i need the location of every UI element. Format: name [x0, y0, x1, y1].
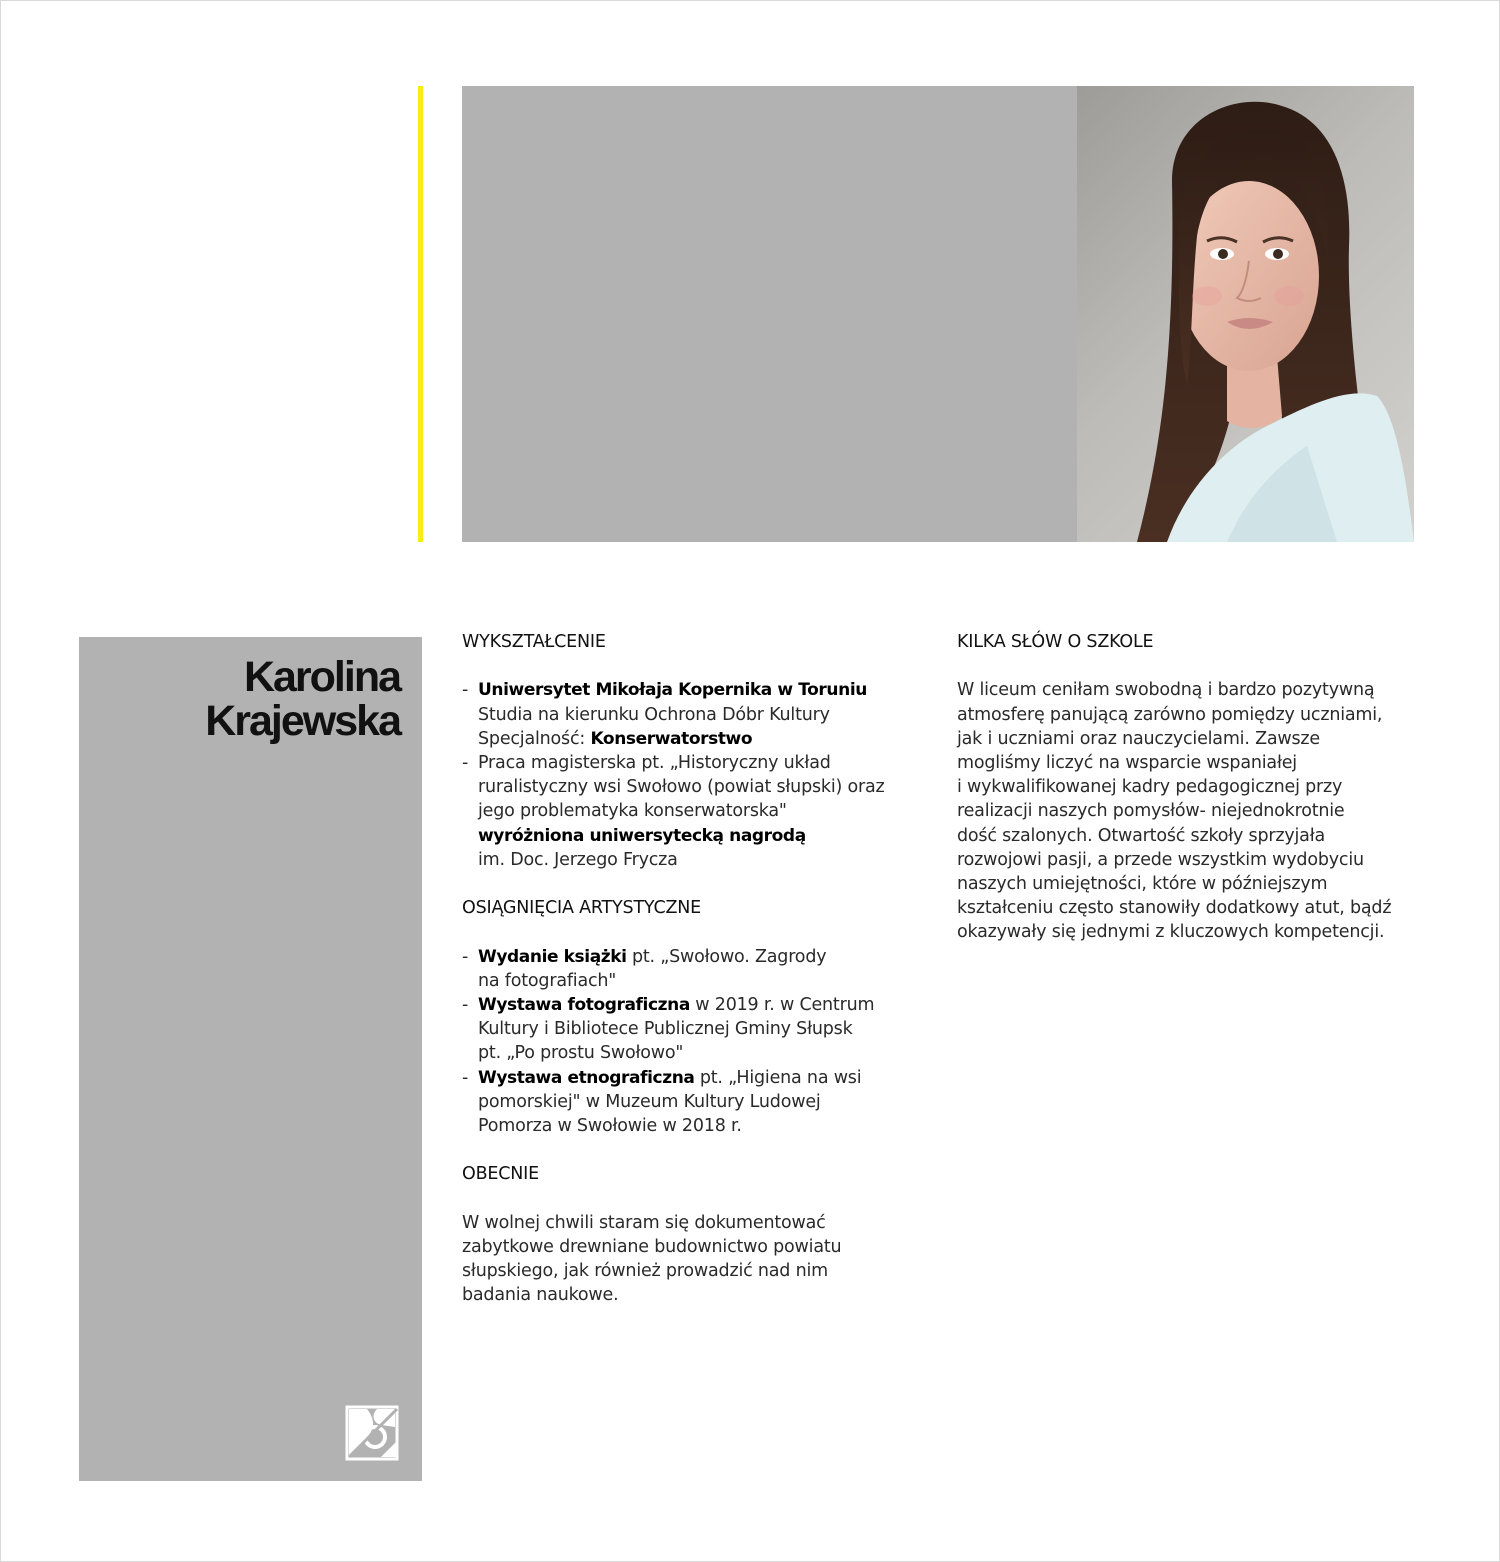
portrait-illustration	[1077, 86, 1414, 542]
school-paragraph	[957, 678, 1427, 944]
first-name: Karolina	[243, 653, 400, 701]
education-item-university: - Uniwersytet Mikołaja Kopernika w Toruniu Studia na kierunku Ochrona Dóbr Kultury Specjalność: Konserwatorstwo	[462, 678, 932, 751]
school-line: dość szalonych. Otwartość szkoły sprzyjała	[957, 825, 1325, 846]
portrait-photo	[1077, 86, 1414, 542]
achievements-heading: OSIĄGNIĘCIA ARTYSTYCZNE	[462, 898, 702, 919]
specialty-value: Konserwatorstwo	[590, 728, 753, 749]
thesis-line-2: ruralistyczny wsi Swołowo (powiat słupski) oraz	[478, 777, 885, 798]
school-line: W liceum ceniłam swobodną i bardzo pozytywną	[957, 680, 1375, 701]
accent-bar	[418, 86, 423, 542]
school-emblem-logo	[345, 1405, 399, 1461]
studies-text: Studia na kierunku Ochrona Dóbr Kultury	[478, 704, 830, 725]
last-name: Krajewska	[205, 697, 400, 745]
ethno-exhibition-line-3: Pomorza w Swołowie w 2018 r.	[478, 1116, 742, 1137]
achievement-photo-exhibition: - Wystawa fotograficzna w 2019 r. w Centrum Kultury i Bibliotece Publicznej Gminy Słupsk pt. „Po prostu Swołowo"	[462, 993, 932, 1066]
university-name: Uniwersytet Mikołaja Kopernika w Toruniu	[478, 680, 867, 701]
photo-exhibition-line-2: Kultury i Bibliotece Publicznej Gminy Słupsk	[478, 1019, 853, 1040]
school-line: mogliśmy liczyć na wsparcie wspaniałej	[957, 753, 1297, 773]
cv-left-column	[462, 630, 932, 1308]
photo-exhibition-label: Wystawa fotograficzna	[478, 995, 690, 1015]
school-line: jak i uczniami oraz nauczycielami. Zawsze	[957, 728, 1320, 749]
header-gray-block	[462, 86, 1078, 542]
achievement-book: - Wydanie książki pt. „Swołowo. Zagrody na fotografiach"	[462, 945, 932, 993]
photo-exhibition-text: w 2019 r. w Centrum	[689, 995, 875, 1015]
cv-right-column	[957, 630, 1427, 945]
current-line: badania naukowe.	[462, 1285, 619, 1306]
school-line: atmosferę panującą zarówno pomiędzy uczniami,	[957, 704, 1383, 725]
school-heading: KILKA SŁÓW O SZKOLE	[957, 632, 1154, 652]
book-title-cont: na fotografiach"	[478, 970, 617, 991]
current-line: W wolnej chwili staram się dokumentować	[462, 1212, 826, 1233]
school-line: okazywały się jednymi z kluczowych kompetencji.	[957, 922, 1385, 943]
thesis-line-1: Praca magisterska pt. „Historyczny układ	[478, 753, 831, 773]
specialty-label: Specjalność:	[478, 728, 591, 749]
photo-exhibition-line-3: pt. „Po prostu Swołowo"	[478, 1043, 684, 1064]
current-paragraph	[462, 1211, 932, 1308]
award-name: im. Doc. Jerzego Frycza	[478, 849, 678, 870]
person-name	[205, 655, 400, 743]
education-heading: WYKSZTAŁCENIE	[462, 632, 606, 652]
school-line: realizacji naszych pomysłów- niejednokrotnie	[957, 801, 1345, 822]
school-line: rozwojowi pasji, a przede wszystkim wydobyciu	[957, 849, 1364, 870]
education-item-thesis: - Praca magisterska pt. „Historyczny układ ruralistyczny wsi Swołowo (powiat słupski) oraz jego problematyka konserwatorska" wyróżniona uniwersytecką nagrodą im. Doc. Jerzego Frycza	[462, 751, 932, 872]
ethno-exhibition-text: pt. „Higiena na wsi	[694, 1067, 862, 1088]
school-line: kształceniu często stanowiły dodatkowy atut, bądź	[957, 898, 1392, 919]
current-line: słupskiego, jak również prowadzić nad nim	[462, 1261, 828, 1282]
thesis-line-3: jego problematyka konserwatorska"	[478, 801, 787, 822]
school-line: naszych umiejętności, które w późniejszym	[957, 874, 1328, 895]
current-line: zabytkowe drewniane budownictwo powiatu	[462, 1237, 842, 1257]
book-title: pt. „Swołowo. Zagrody	[626, 946, 827, 967]
ethno-exhibition-line-2: pomorskiej" w Muzeum Kultury Ludowej	[478, 1091, 821, 1112]
award-text: wyróżniona uniwersytecką nagrodą	[478, 825, 806, 846]
school-line: i wykwalifikowanej kadry pedagogicznej przy	[957, 777, 1343, 798]
current-heading: OBECNIE	[462, 1164, 539, 1185]
achievement-ethno-exhibition: - Wystawa etnograficzna pt. „Higiena na wsi pomorskiej" w Muzeum Kultury Ludowej Pomorza w Swołowie w 2018 r.	[462, 1066, 932, 1139]
book-label: Wydanie książki	[478, 946, 627, 967]
name-panel	[79, 637, 422, 1481]
ethno-exhibition-label: Wystawa etnograficzna	[478, 1067, 695, 1088]
